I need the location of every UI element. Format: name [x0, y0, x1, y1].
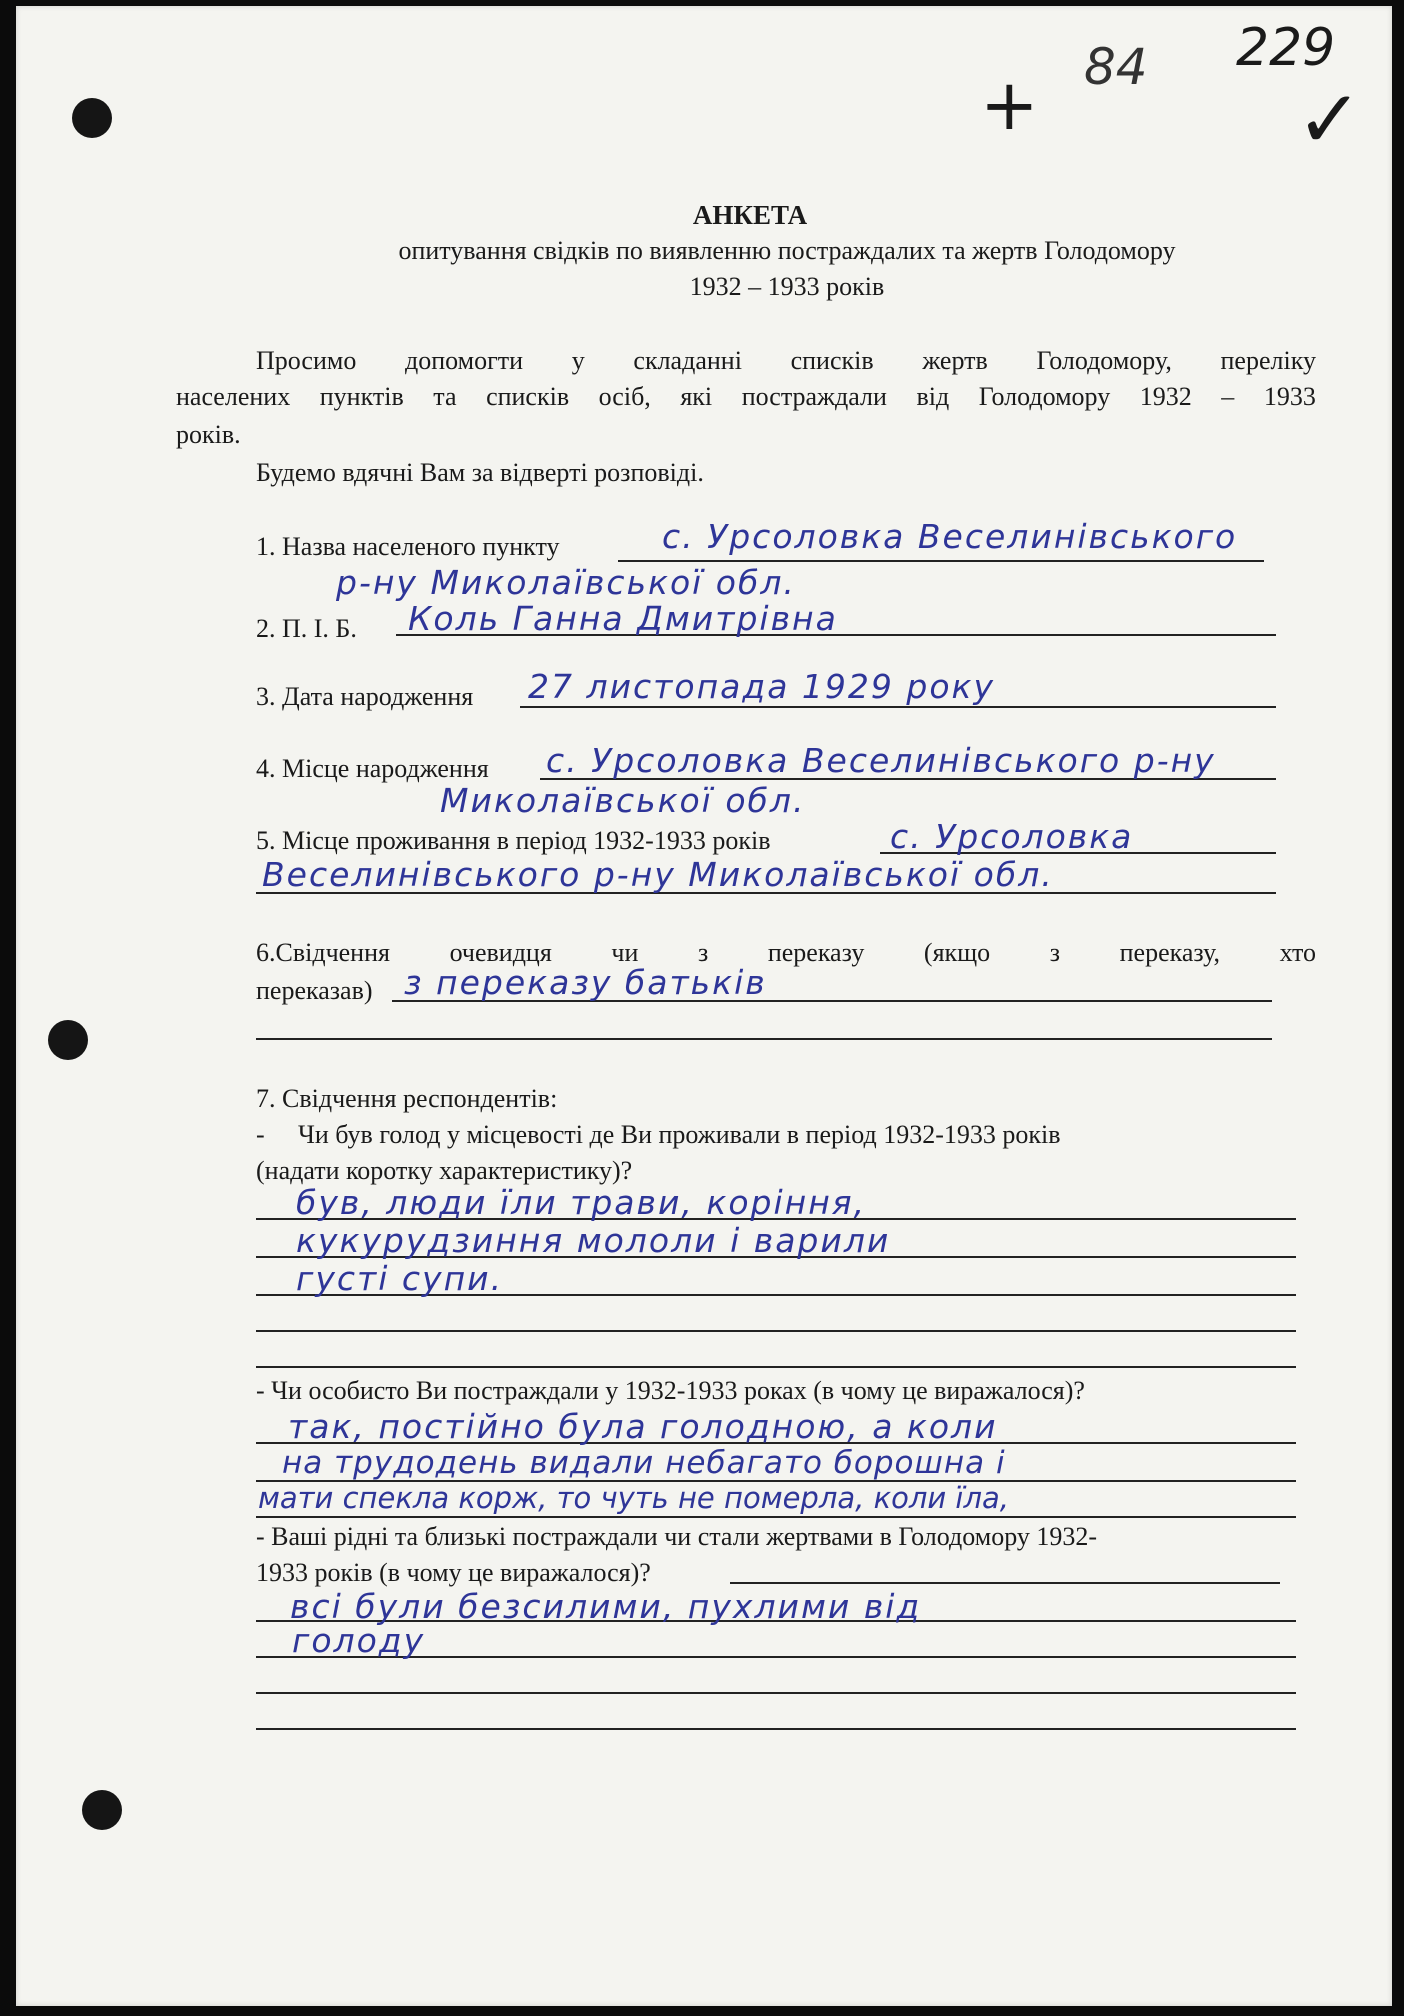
q7-sub3-line-5 [256, 1728, 1296, 1730]
punch-hole-middle [48, 1020, 88, 1060]
q5-answer-1: с. Урсоловка [890, 817, 1134, 856]
q4-label: 4. Місце народження [256, 754, 489, 783]
q7-label: 7. Свідчення респондентів: [256, 1084, 558, 1113]
q7-sub3-answer-2: голоду [292, 1621, 426, 1660]
corner-plus-mark: + [980, 64, 1039, 146]
punch-hole-top [72, 98, 112, 138]
q3-label: 3. Дата народження [256, 682, 474, 711]
form-years: 1932 – 1933 років [689, 272, 885, 301]
intro-line-2: населених пунктів та списків осіб, які постраждали від Голодомору 1932 – 1933 [176, 382, 1316, 411]
q7-sub1-question: Чи був голод у місцевості де Ви проживали в період 1932-1933 років [298, 1120, 1061, 1149]
q7-sub3-line-4 [256, 1692, 1296, 1694]
corner-number-mark: 84 [1084, 38, 1148, 96]
q7-sub3-question-2: 1933 років (в чому це виражалося)? [256, 1558, 651, 1587]
q7-sub2-answer-2: на трудодень видали небагато борошна і [282, 1445, 1006, 1481]
form-title: АНКЕТА [692, 200, 808, 230]
q5-label: 5. Місце проживання в період 1932-1933 років [256, 826, 771, 855]
questionnaire-page [16, 6, 1392, 2006]
q7-sub1-line-5 [256, 1366, 1296, 1368]
q6-label-line-2: переказав) [256, 976, 373, 1005]
q5-answer-2: Веселинівського р-ну Миколаївської обл. [262, 855, 1054, 894]
form-subtitle: опитування свідків по виявленню постраждалих та жертв Голодомору [398, 236, 1176, 265]
q3-answer: 27 листопада 1929 року [528, 667, 995, 706]
q7-sub3-answer-1: всі були безсилими, пухлими від [290, 1587, 922, 1626]
intro-line-3: років. [176, 420, 241, 449]
q7-sub1-line-4 [256, 1330, 1296, 1332]
q3-line [520, 706, 1276, 708]
q7-sub1-dash: - [256, 1120, 265, 1149]
q4-answer-2: Миколаївської обл. [440, 781, 806, 820]
q2-label: 2. П. І. Б. [256, 614, 357, 643]
q7-sub2-answer-1: так, постійно була голодною, а коли [288, 1407, 998, 1446]
q7-sub2-question: - Чи особисто Ви постраждали у 1932-1933 роках (в чому це виражалося)? [256, 1376, 1085, 1405]
q1-answer-2: р-ну Миколаївської обл. [336, 563, 796, 602]
q7-sub1-answer-1: був, люди їли трави, коріння, [296, 1183, 867, 1222]
q6-answer: з переказу батьків [404, 963, 767, 1002]
q7-sub1-answer-2: кукурудзиння мололи і варили [296, 1221, 891, 1260]
q1-line [618, 560, 1264, 562]
q7-sub1-question-2: (надати коротку характеристику)? [256, 1156, 633, 1185]
q7-sub3-question: - Ваші рідні та близькі постраждали чи стали жертвами в Голодомору 1932- [256, 1522, 1098, 1551]
corner-check-mark: ✓ [1296, 73, 1364, 166]
q2-answer: Коль Ганна Дмитрівна [408, 599, 838, 638]
q1-label: 1. Назва населеного пункту [256, 532, 560, 561]
q7-sub3-line-1 [730, 1582, 1280, 1584]
q7-sub1-answer-3: густі супи. [296, 1259, 504, 1298]
q7-sub2-line-3 [256, 1516, 1296, 1518]
punch-hole-bottom [82, 1790, 122, 1830]
intro-thanks: Будемо вдячні Вам за відверті розповіді. [256, 458, 704, 487]
corner-page-number: 229 [1236, 18, 1336, 78]
q6-line-2 [256, 1038, 1272, 1040]
q7-sub2-answer-3: мати спекла корж, то чуть не померла, коли їла, [258, 1481, 1010, 1515]
q1-answer-1: с. Урсоловка Веселинівського [662, 517, 1238, 556]
q6-label-line-1: 6.Свідчення очевидця чи з переказу (якщо з переказу, хто [256, 938, 1316, 967]
q4-answer-1: с. Урсоловка Веселинівського р-ну [546, 741, 1216, 780]
intro-line-1: Просимо допомогти у складанні списків жертв Голодомору, переліку [256, 346, 1316, 375]
